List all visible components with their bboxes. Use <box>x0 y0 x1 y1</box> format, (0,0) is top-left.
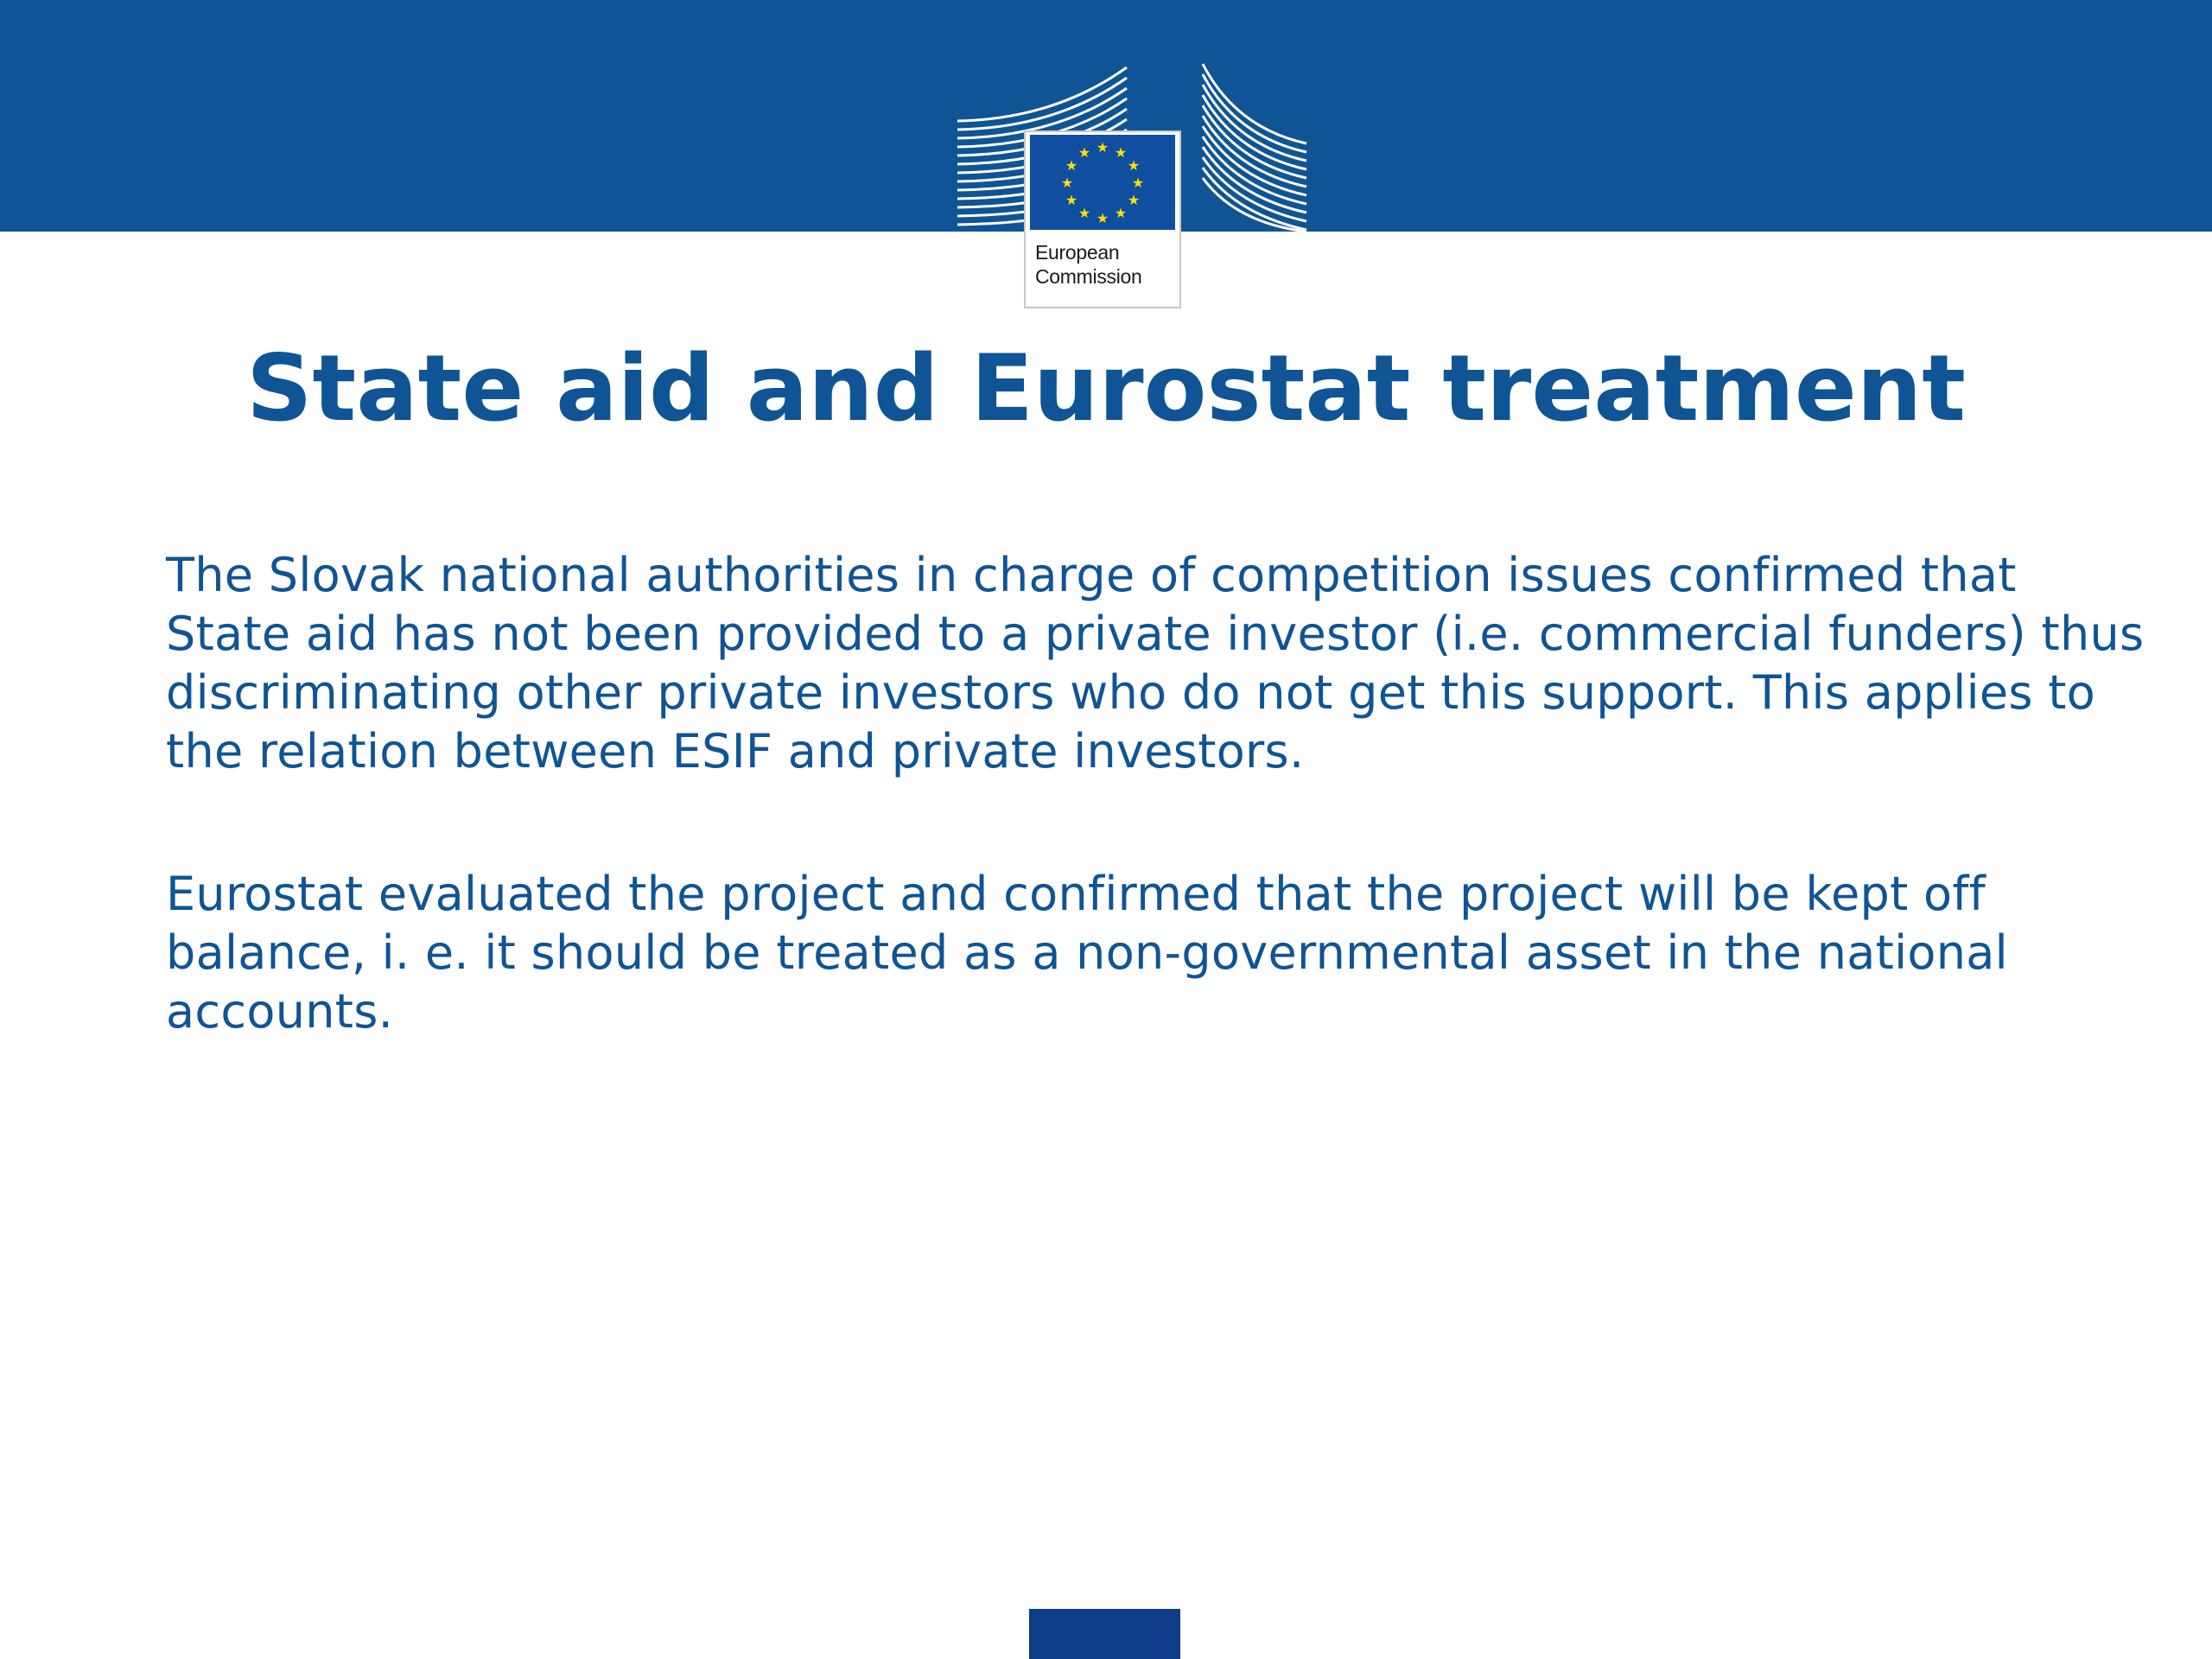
building-right-icon <box>1203 64 1306 232</box>
footer-tab <box>1029 1609 1180 1659</box>
logo-line-2: Commission <box>1035 265 1142 288</box>
svg-text:★: ★ <box>1131 175 1145 191</box>
svg-text:★: ★ <box>1077 205 1091 221</box>
svg-text:★: ★ <box>1127 157 1141 174</box>
svg-text:★: ★ <box>1077 144 1091 161</box>
body-paragraph-1: The Slovak national authorities in charge of competition issues confirmed that State aid has not been provided to a private investor (i.e. commercial funders) thus discriminating other private investors who do not get this support. This applies to the relation between ESIF and private investors. <box>166 548 2145 779</box>
svg-text:★: ★ <box>1065 192 1078 208</box>
svg-text:★: ★ <box>1096 210 1109 226</box>
logo-line-1: European <box>1035 241 1120 264</box>
svg-text:★: ★ <box>1065 157 1078 174</box>
body-paragraph-2: Eurostat evaluated the project and confirmed that the project will be kept off balance, i. e. it should be treated as a non-governmental asset in the national accounts. <box>166 867 2008 1039</box>
svg-text:★: ★ <box>1114 205 1128 221</box>
svg-text:★: ★ <box>1127 192 1141 208</box>
slide-title: State aid and Eurostat treatment <box>246 335 1966 442</box>
logo-wordmark <box>1035 240 1182 289</box>
svg-text:★: ★ <box>1060 175 1074 191</box>
svg-text:★: ★ <box>1096 139 1109 156</box>
svg-text:★: ★ <box>1114 144 1128 161</box>
